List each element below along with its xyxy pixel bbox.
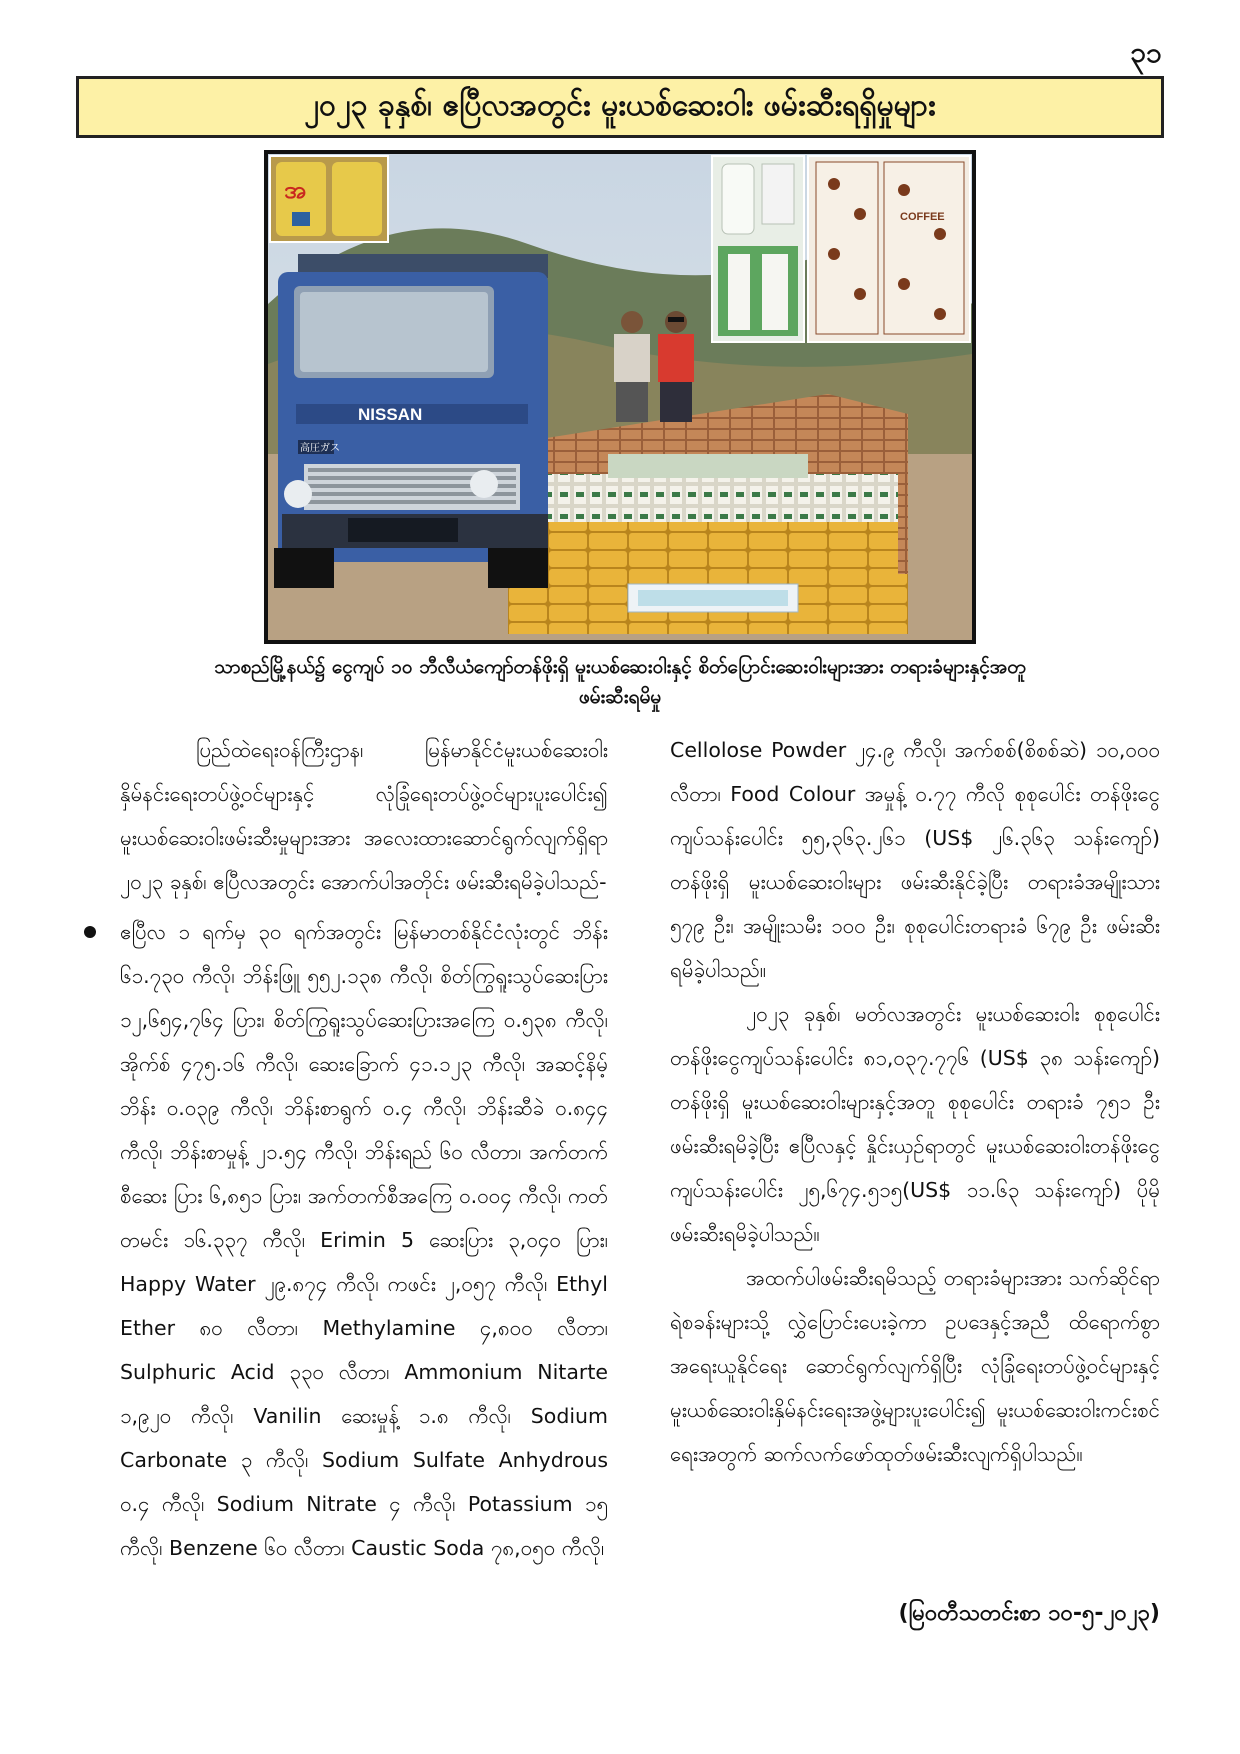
bullet-icon [84,926,96,938]
page-number: ၃၁ [1130,36,1162,69]
seizure-photo [264,150,976,644]
intro-paragraph: ပြည်ထဲရေးဝန်ကြီးဌာန၊ မြန်မာနိုင်ငံမူးယစ်ဆေးဝါး နှိမ်နင်းရေးတပ်ဖွဲ့ဝင်များနှင့် လုံခြုံရေးတပ်ဖွဲ့ဝင်များပူးပေါင်း၍ မူးယစ်ဆေးဝါးဖမ်းဆီးမှုများအား အလေးထားဆောင်ရွက်လျက်ရှိရာ ၂၀၂၃ ခုနှစ်၊ ဧပြီလအတွင်း အောက်ပါအတိုင်း ဖမ်းဆီးရမိခဲ့ပါသည်- [120,738,608,894]
source-citation: (မြဝတီသတင်းစာ ၁၀-၅-၂၀၂၃) [898,1601,1160,1626]
right-column [670,728,1160,1476]
bullet-text: ဧပြီလ ၁ ရက်မှ ၃၀ ရက်အတွင်း မြန်မာတစ်နိုင်ငံလုံးတွင် ဘိန်း ၆၁.၇၃၀ ကီလို၊ ဘိန်းဖြူ ၅၅၂.၁၃၈ ကီလို၊ စိတ်ကြွရူးသွပ်ဆေးပြား ၁၂,၆၅၄,၇၆၄ ပြား၊ စိတ်ကြွရူးသွပ်ဆေးပြားအကြေ ၀.၅၃၈ ကီလို၊ အိုက်စ် ၄၇၅.၁၆ ကီလို၊ ဆေးခြောက် ၄၁.၁၂၃ ကီလို၊ အဆင့်နိမ့်ဘိန်း ၀.၀၃၉ ကီလို၊ ဘိန်းစာရွက် ၀.၄ ကီလို၊ ဘိန်းဆီခဲ ၀.၈၄၄ ကီလို၊ ဘိန်းစာမှုန့် ၂၁.၅၄ ကီလို၊ ဘိန်းရည် ၆၀ လီတာ၊ အက်တက်စီဆေး ပြား ၆,၈၅၁ ပြား၊ အက်တက်စီအကြေ ၀.၀၀၄ ကီလို၊ ကတ်တမင်း ၁၆.၃၃၇ ကီလို၊ Erimin 5 ဆေးပြား ၃,၀၄၀ ပြား၊ Happy Water ၂၉.၈၇၄ ကီလို၊ ကဖင်း ၂,၀၅၇ ကီလို၊ Ethyl Ether ၈၀ လီတာ၊ Methylamine ၄,၈၀၀ လီတာ၊ Sulphuric Acid ၃၃၀ လီတာ၊ Ammonium Nitarte ၁,၉၂၀ ကီလို၊ Vanilin ဆေးမှုန့် ၁.၈ ကီလို၊ Sodium Carbonate ၃ ကီလို၊ Sodium Sulfate Anhydrous ၀.၄ ကီလို၊ Sodium Nitrate ၄ ကီလို၊ Potassium ၁၅ ကီလို၊ Benzene ၆၀ လီတာ၊ Caustic Soda ၇၈,၀၅၀ ကီလို၊ [120,920,608,1560]
bullet-list-item [120,910,608,1570]
action-paragraph: အထက်ပါဖမ်းဆီးရမိသည့် တရားခံများအား သက်ဆိုင်ရာရဲစခန်းများသို့ လွှဲပြောင်းပေးခဲ့ကာ ဥပဒေနှင့်အညီ ထိရောက်စွာအရေးယူနိုင်ရေး ဆောင်ရွက်လျက်ရှိပြီး လုံခြုံရေးတပ်ဖွဲ့ဝင်များနှင့် မူးယစ်ဆေးဝါးနှိမ်နင်းရေးအဖွဲ့များပူးပေါင်း၍ မူးယစ်ဆေးဝါးကင်းစင်ရေးအတွက် ဆက်လက်ဖော်ထုတ်ဖမ်းဆီးလျက်ရှိပါသည်။ [670,1266,1160,1466]
caption-line-2: ဖမ်းဆီးရမိမှု [578,686,662,708]
inset-wrapper-label: COFFEE [900,211,945,223]
left-column [120,728,608,1570]
continuation-paragraph: Cellolose Powder ၂၄.၉ ကီလို၊ အက်စစ်(စိစစ်ဆဲ) ၁၀,၀၀၀ လီတာ၊ Food Colour အမှုန့် ၀.၇၇ ကီလို စုစုပေါင်း တန်ဖိုးငွေကျပ်သန်းပေါင်း ၅၅,၃၆၃.၂၆၁ (US$ ၂၆.၃၆၃ သန်းကျော်) တန်ဖိုးရှိ မူးယစ်ဆေးဝါးများ ဖမ်းဆီးနိုင်ခဲ့ပြီး တရားခံအမျိုးသား ၅၇၉ ဦး၊ အမျိုးသမီး ၁၀၀ ဦး၊ စုစုပေါင်းတရားခံ ၆၇၉ ဦး ဖမ်းဆီးရမိခဲ့ပါသည်။ [670,738,1160,982]
march-comparison-paragraph: ၂၀၂၃ ခုနှစ်၊ မတ်လအတွင်း မူးယစ်ဆေးဝါး စုစုပေါင်းတန်ဖိုးငွေကျပ်သန်းပေါင်း ၈၁,၀၃၇.၇၇၆ (US$ ၃၈ သန်းကျော်) တန်ဖိုးရှိ မူးယစ်ဆေးဝါးများနှင့်အတူ စုစုပေါင်း တရားခံ ၇၅၁ ဦးဖမ်းဆီးရမိခဲ့ပြီး ဧပြီလနှင့် နှိုင်းယှဉ်ရာတွင် မူးယစ်ဆေးဝါးတန်ဖိုးငွေ ကျပ်သန်းပေါင်း ၂၅,၆၇၄.၅၁၅(US$ ၁၁.၆၃ သန်းကျော်) ပိုမိုဖမ်းဆီးရမိခဲ့ပါသည်။ [670,1002,1160,1246]
photo-caption [150,652,1090,712]
truck-badge: 高圧ガス [300,443,340,454]
caption-line-1: သာစည်မြို့နယ်၌ ငွေကျပ် ၁၀ ဘီလီယံကျော်တန်ဖိုးရှိ မူးယစ်ဆေးဝါးနှင့် စိတ်ပြောင်းဆေးဝါးများအား တရားခံများနှင့်အတူ [214,656,1026,678]
seizure-photo-illustration [268,154,972,640]
inset-package-glyph: အ [284,176,307,204]
page-title: ၂၀၂၃ ခုနှစ်၊ ဧပြီလအတွင်း မူးယစ်ဆေးဝါး ဖမ်းဆီးရရှိမှုများ [76,76,1164,138]
truck-brand: NISSAN [358,405,423,424]
